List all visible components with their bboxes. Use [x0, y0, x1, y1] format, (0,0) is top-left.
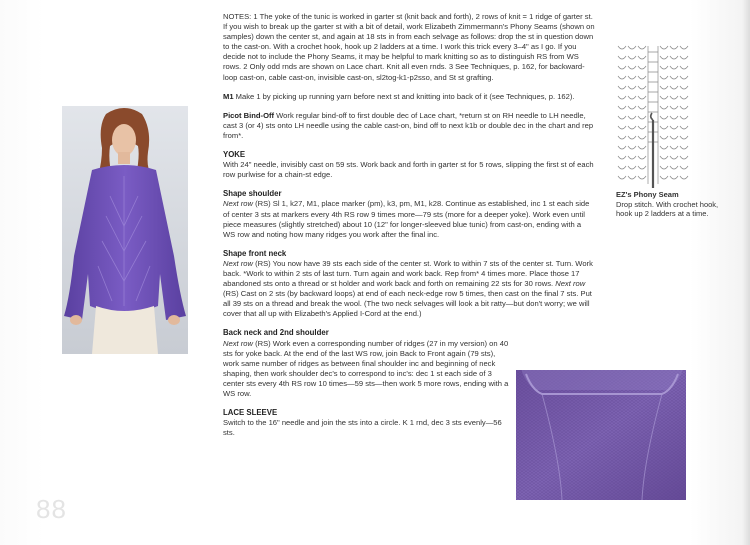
phony-seam-caption — [616, 190, 726, 219]
picot-paragraph — [223, 111, 595, 141]
m1-paragraph — [223, 92, 595, 102]
neckline-swatch-drawing — [516, 370, 686, 500]
shape-front-neck-lead: Next row — [223, 258, 253, 268]
back-neck-text: (RS) Work even a corresponding number of ridges (27 in my version) on 40 sts for yoke back. At the end of the last WS row, join Back to Front again (79 sts), work same number of ridges as between final shoulder inc and beginning of neck shaping, then work shoulder dec's to correspond to inc's: dec 1 st each side of 3 center sts every 4th RS row 10 times—59 sts—then work 5 more rows, ending with a WS row. — [223, 338, 509, 398]
lace-sleeve-heading: LACE SLEEVE — [223, 408, 278, 418]
back-neck-paragraph — [223, 339, 509, 400]
shape-front-neck-heading: Shape front neck — [223, 248, 287, 258]
m1-text: Make 1 by picking up running yarn before next st and knitting into back of it (see Techniques, p. 162). — [233, 91, 575, 101]
shape-front-neck-text: (RS) You now have 39 sts each side of the center st. Work to within 7 sts of the center st. Turn. Work back. *Work to within 2 sts of last turn. Turn again and work back. Rep from* 4 times more. Place those 17 abandoned sts onto a thread or st holder and work back and forth on remaining 22 sts for 30 rows. — [223, 258, 593, 289]
m1-heading: M1 — [223, 91, 234, 101]
caption-text: Drop stitch. With crochet hook, hook up 2 ladders at a time. — [616, 199, 719, 219]
back-neck-heading: Back neck and 2nd shoulder — [223, 328, 329, 338]
model-photo — [62, 106, 188, 354]
page-edge-shadow — [742, 0, 750, 545]
yoke-text: With 24" needle, invisibly cast on 59 sts. Work back and forth in garter st for 5 rows, slipping the first st of each row purlwise for a chain-st edge. — [223, 160, 594, 180]
shape-front-neck-text-2: (RS) Cast on 2 sts (by backward loops) at end of each neck-edge row 5 times, then cast on the final 7 sts. Put all 39 sts on a thread and break the wool. (The two neck selvages will look a bit ratty—but don't worry; we will cover that all up with Elizabeth's Applied I-Cord at the end.) — [223, 289, 592, 319]
shape-shoulder-text: (RS) Sl 1, k27, M1, place marker (pm), k3, pm, M1, k28. Continue as established, inc 1 st each side of center 3 sts at markers every 4th RS row 9 times more—79 sts (more for a deeper yoke). Work even until piece measures (slightly stretched) about 10 (12" for longer-sleeved blue tunic) from cast-on, ending with a WS row and noting how many ridges you work after the final inc. — [223, 199, 590, 239]
shape-front-neck-paragraph — [223, 259, 595, 320]
shape-front-neck-lead-2: Next row — [555, 279, 586, 289]
shape-shoulder-lead: Next row — [223, 199, 253, 209]
lace-sleeve-text: Switch to the 16" needle and join the sts into a circle. K 1 rnd, dec 3 sts evenly—56 sts. — [223, 418, 502, 438]
picot-text: Work regular bind-off to first double dec of Lace chart, *return st on RH needle to LH needle, cast 3 (or 4) sts onto LH needle using the cable cast-on, bind off to next k1b or double dec in the chart and rep from*. — [223, 110, 594, 140]
neckline-swatch-photo — [516, 370, 686, 500]
caption-title: EZ's Phony Seam — [616, 190, 679, 199]
notes-paragraph: NOTES: 1 The yoke of the tunic is worked in garter st (knit back and forth), 2 rows of knit = 1 ridge of garter st. If you wish to break up the garter st with a bit of detail, work Elizabeth Zimmermann's Phony Seams (shown on samples) down the center st, and again at 18 sts in from each selvage as follows: drop the st in question down to the cast-on. With a crochet hook, hook up 2 ladders at a time. I work this trick every 3–4" as I go. If you decide not to include the Phony Seams, it may be helpful to mark knitting so as to distinguish RS from WS rows. 2 Only odd rnds are shown on Lace chart. Knit all even rnds. 3 See Techniques, p. 162, for backward-loop cast-on, cable cast-on, invisible cast-on, sl2tog-k1-p2sso, and St st grafting. — [223, 12, 595, 82]
back-neck-lead: Next row — [223, 338, 253, 348]
knit-stitch-drawing — [614, 42, 692, 188]
shape-shoulder-paragraph — [223, 199, 595, 239]
picot-heading: Picot Bind-Off — [223, 110, 275, 120]
page-number: 88 — [36, 494, 67, 524]
model-illustration — [62, 106, 188, 354]
yoke-heading: YOKE — [223, 150, 246, 160]
phony-seam-illustration — [614, 42, 692, 188]
shape-shoulder-heading: Shape shoulder — [223, 189, 282, 199]
